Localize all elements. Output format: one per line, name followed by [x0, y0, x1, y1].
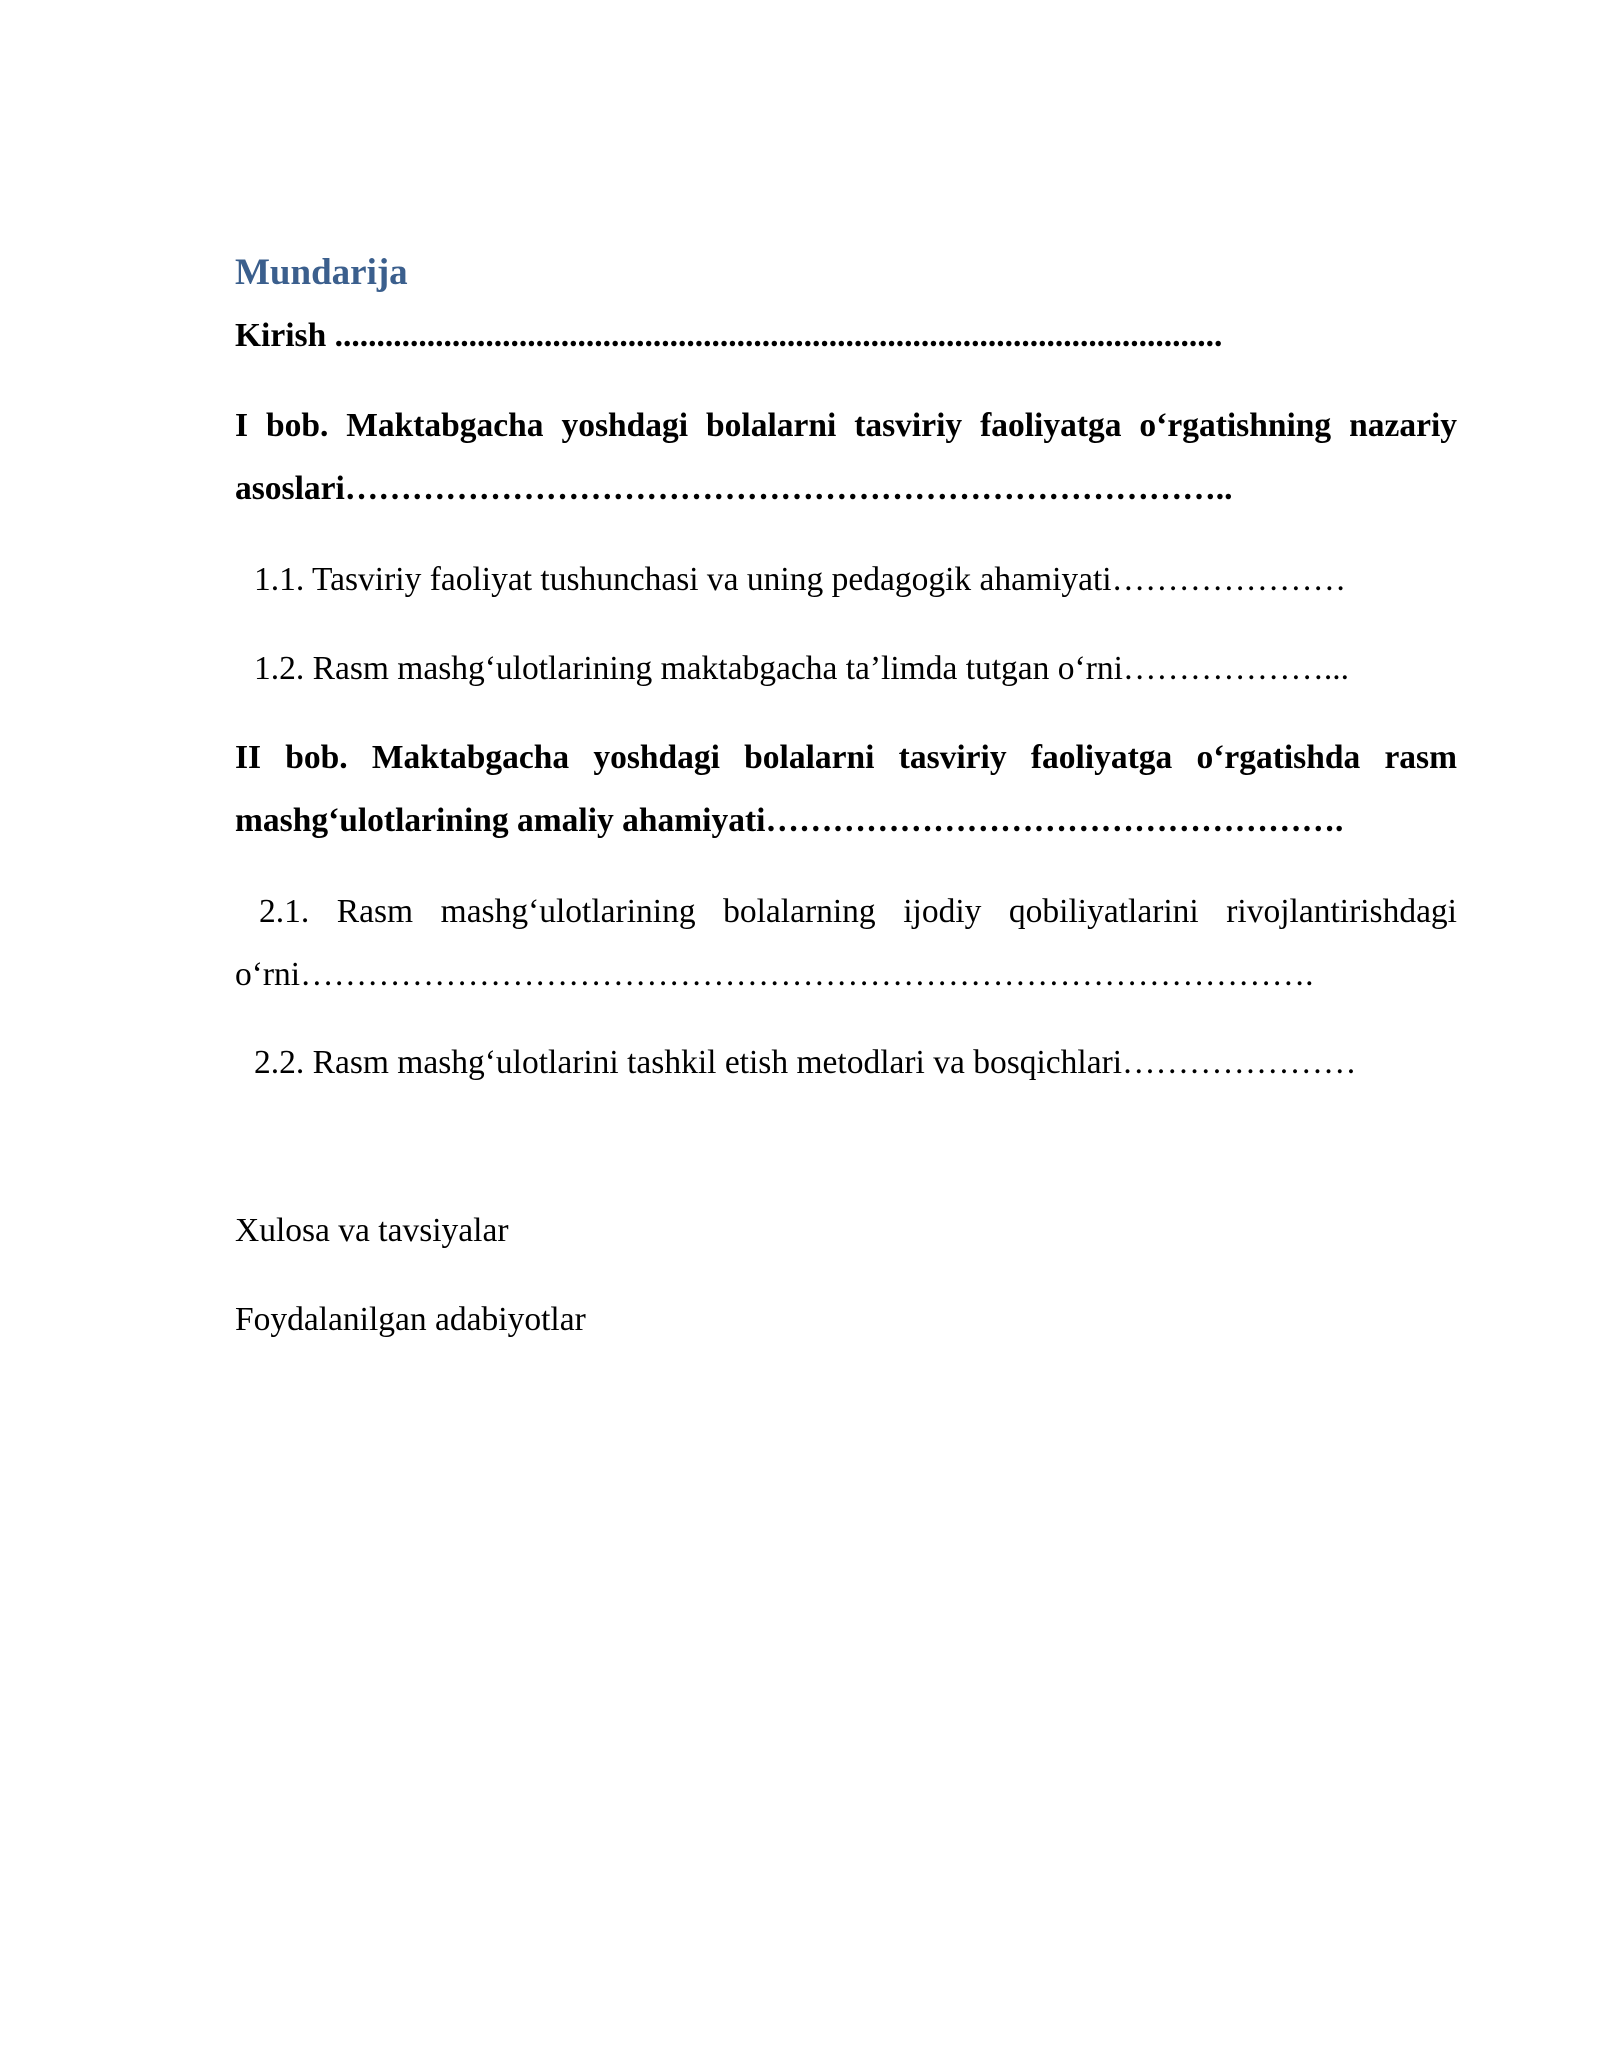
document-page — [235, 0, 1457, 2070]
toc-title: Mundarija — [235, 252, 408, 293]
toc-entry-section-2-2: 2.2. Rasm mashg‘ulotlarini tashkil etish metodlari va bosqichlari………………… — [254, 1044, 1357, 1081]
toc-entry-kirish: Kirish .......................................................................................................... — [235, 317, 1223, 354]
toc-entry-references: Foydalanilgan adabiyotlar — [235, 1301, 586, 1338]
toc-entry-section-2-1: 2.1. Rasm mashg‘ulotlarining bolalarning ijodiy qobiliyatlarini rivojlantirishdagi o‘rni………………………………………………………………………………. — [235, 893, 1457, 993]
toc-entry-section-1-2: 1.2. Rasm mashg‘ulotlarining maktabgacha ta’limda tutgan o‘rni………………... — [254, 650, 1350, 687]
toc-entry-chapter-2: II bob. Maktabgacha yoshdagi bolalarni tasviriy faoliyatga o‘rgatishda rasm mashg‘ulotlarining amaliy ahamiyati……………………………………………. — [235, 739, 1457, 839]
toc-entry-conclusion: Xulosa va tavsiyalar — [235, 1212, 509, 1249]
toc-entry-chapter-1: I bob. Maktabgacha yoshdagi bolalarni tasviriy faoliyatga o‘rgatishning nazariy asoslari…………………………………………………………………….. — [235, 407, 1457, 507]
toc-entry-section-1-1: 1.1. Tasviriy faoliyat tushunchasi va uning pedagogik ahamiyati………………… — [254, 561, 1347, 598]
